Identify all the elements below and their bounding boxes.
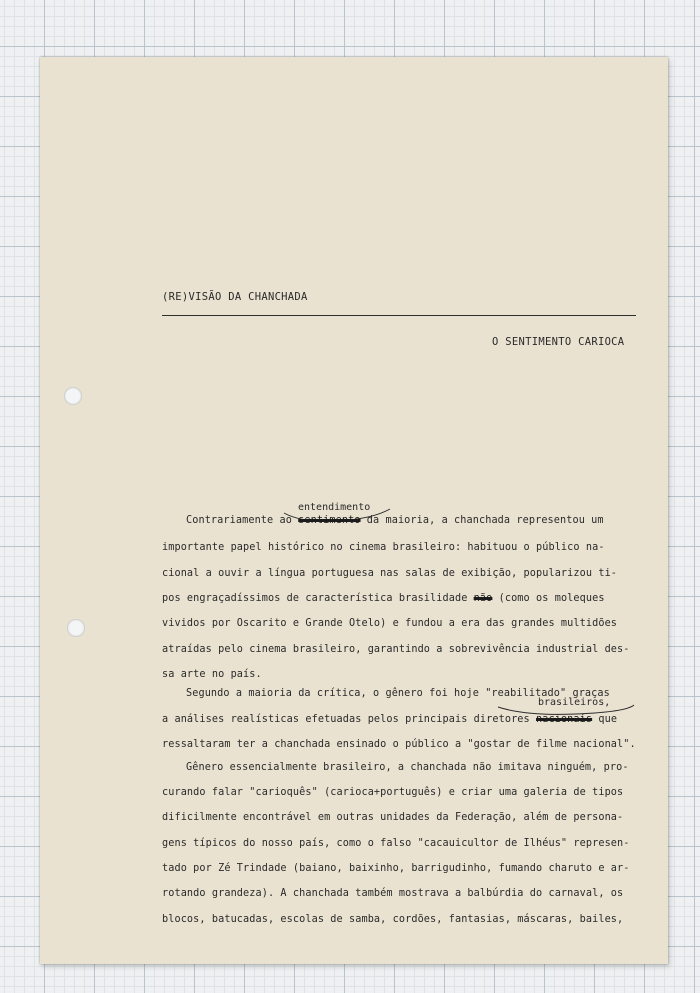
annotation-entendimento: entendimento (298, 502, 371, 513)
punch-hole-bottom (67, 619, 85, 637)
text-line: curando falar "carioquês" (carioca+português) e criar uma galeria de tipos (162, 787, 624, 798)
title-underline (162, 315, 636, 316)
text-line: cional a ouvir a língua portuguesa nas salas de exibição, popularizou ti- (162, 568, 618, 579)
annotation-brasileiros: brasileiros, (538, 697, 611, 708)
text-line: tado por Zé Trindade (baiano, baixinho, barrigudinho, fumando charuto e ar- (162, 863, 630, 874)
text-line: dificilmente encontrável em outras unidades da Federação, além de persona- (162, 812, 624, 823)
text-line: a análises realísticas efetuadas pelos principais diretores nacionais que (162, 714, 618, 725)
text-line: sa arte no país. (162, 669, 262, 680)
text-line: Contrariamente ao sentimento da maioria, a chanchada representou um (186, 515, 604, 526)
text-line: rotando grandeza). A chanchada também mostrava a balbúrdia do carnaval, os (162, 888, 624, 899)
text-line: ressaltaram ter a chanchada ensinado o público a "gostar de filme nacional". (162, 739, 636, 750)
text-line: pos engraçadíssimos de característica brasilidade não (como os moleques (162, 593, 605, 604)
document-page (40, 57, 668, 964)
text-line: blocos, batucadas, escolas de samba, cordões, fantasias, máscaras, bailes, (162, 914, 624, 925)
punch-hole-top (64, 387, 82, 405)
text-line: atraídas pelo cinema brasileiro, garantindo a sobrevivência industrial des- (162, 644, 630, 655)
text-line: vividos por Oscarito e Grande Otelo) e fundou a era das grandes multidões (162, 618, 618, 629)
document-title: (RE)VISÃO DA CHANCHADA (162, 291, 308, 303)
section-subtitle: O SENTIMENTO CARIOCA (492, 336, 625, 348)
text-line: importante papel histórico no cinema brasileiro: habituou o público na- (162, 542, 605, 553)
text-line: Gênero essencialmente brasileiro, a chanchada não imitava ninguém, pro- (186, 762, 629, 773)
text-line: Segundo a maioria da crítica, o gênero foi hoje "reabilitado" graças (186, 688, 610, 699)
text-line: gens típicos do nosso país, como o falso "cacauicultor de Ilhéus" represen- (162, 838, 630, 849)
